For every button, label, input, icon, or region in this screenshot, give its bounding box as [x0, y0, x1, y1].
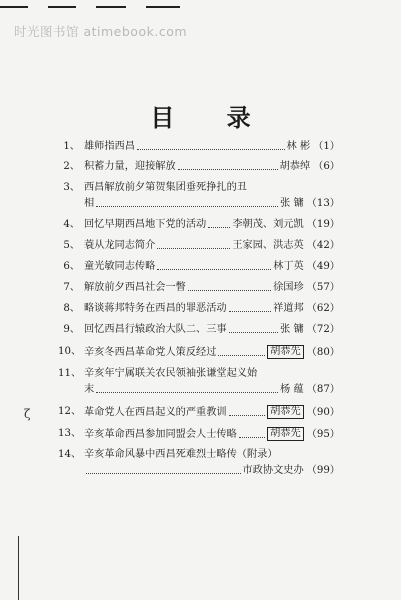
toc-entry-number: 6、: [63, 261, 80, 272]
toc-leader-dots: [96, 206, 278, 207]
toc-entry-page: （42）: [306, 240, 340, 251]
toc-entry-number: 3、: [63, 182, 80, 193]
toc-leader-dots: [157, 269, 271, 270]
toc-entry-number: 10、: [58, 346, 82, 357]
toc-leader-dots: [188, 290, 271, 291]
toc-entry-title: 解放前夕西昌社会一瞥: [84, 282, 186, 293]
toc-entry-page: （87）: [306, 384, 340, 395]
toc-leader-dots: [86, 473, 241, 474]
toc-entry-line: [84, 427, 340, 441]
top-rule-right: [146, 6, 180, 8]
toc-entry-number: 1、: [63, 141, 80, 152]
bottom-rule: [18, 536, 19, 600]
toc-leader-dots: [178, 169, 278, 170]
toc-entry-author: 张 镛: [280, 324, 304, 335]
toc-entry-title: 辛亥冬西昌革命党人策反经过: [84, 347, 217, 358]
toc-leader-dots: [137, 149, 285, 150]
toc-entry-line: [84, 367, 340, 380]
toc-entry-number: 12、: [58, 406, 82, 417]
toc-leader-dots: [239, 437, 265, 438]
toc-entry-author: 李朝茂、刘元凯: [232, 219, 304, 230]
toc-entry-author: 市政协文史办: [242, 465, 304, 476]
top-rule-mid: [48, 6, 76, 8]
toc-entry-author: 王家园、洪志英: [232, 240, 304, 251]
margin-mark: ζ: [24, 407, 31, 421]
toc-entry-line: [84, 181, 340, 194]
toc-entry-page: （99）: [306, 465, 340, 476]
toc-entry-page: （62）: [306, 303, 340, 314]
toc-entry-title: 西昌解放前夕第贺集团垂死挣扎的丑: [84, 182, 247, 193]
toc-entry-page: （1）: [313, 141, 340, 152]
toc-entry-line: [84, 345, 340, 359]
toc-leader-dots: [218, 355, 265, 356]
toc-entry-line: [84, 197, 340, 210]
toc-entry-number: 8、: [63, 303, 80, 314]
toc-entry-number: 9、: [63, 324, 80, 335]
toc-entry-line: [84, 302, 340, 315]
toc-entry-number: 5、: [63, 240, 80, 251]
toc-entry-title: 辛亥革命西昌参加同盟会人士传略: [84, 429, 237, 440]
toc-entry-title: 辛亥革命风暴中西昌死难烈士略传（附录）: [84, 449, 278, 460]
toc-entry-title: 雄师指西昌: [84, 141, 135, 152]
toc-entry-line: [84, 464, 340, 477]
toc-entry-line: [84, 260, 340, 273]
toc-entry-title: 略谈蒋邦特务在西昌的罪恶活动: [84, 303, 227, 314]
toc-entry-page: （13）: [306, 198, 340, 209]
toc-entry-number: 2、: [63, 161, 80, 172]
toc-leader-dots: [157, 248, 230, 249]
toc-entry-title: 积蓄力量，迎接解放: [84, 161, 176, 172]
toc-entry-author: 杨 蕴: [280, 384, 304, 395]
toc-entry-title: 末: [84, 384, 95, 395]
toc-entry-author: 徐国珍: [273, 282, 304, 293]
toc-entry-line: [84, 140, 340, 153]
toc-entry-title: 相: [84, 198, 95, 209]
toc-entry-page: （19）: [306, 219, 340, 230]
toc-entry-author: 胡恭先: [267, 427, 304, 441]
toc-entry-line: [84, 218, 340, 231]
toc-entry-line: [84, 383, 340, 396]
toc-entry-line: [84, 281, 340, 294]
top-rule-left: [0, 6, 28, 8]
toc-entry-title: 辛亥年宁属联关农民领袖张谦堂起义始: [84, 368, 258, 379]
toc-entry-author: 胡恭绰: [279, 161, 311, 172]
toc-entry-title: 回忆西昌行辕政治大队二、三事: [84, 324, 227, 335]
toc-leader-dots: [208, 227, 230, 228]
toc-entry-page: （90）: [306, 407, 340, 418]
toc-entry-page: （49）: [306, 261, 340, 272]
toc-entry-number: 11、: [58, 368, 82, 379]
toc-entry-page: （95）: [306, 429, 340, 440]
toc-entry-title: 蓑从龙同志简介: [84, 240, 156, 251]
toc-entry-title: 革命党人在西昌起义的严重教训: [84, 407, 227, 418]
toc-entry-line: [84, 239, 340, 252]
toc-leader-dots: [229, 311, 271, 312]
toc-entry-page: （6）: [313, 161, 340, 172]
toc-entry-title: 回忆早期西昌地下党的活动: [84, 219, 207, 230]
toc-leader-dots: [229, 415, 265, 416]
toc-entry-page: （72）: [306, 324, 340, 335]
toc-entry-author: 林 彬: [286, 141, 311, 152]
page-title: 目 录: [150, 104, 273, 132]
toc-entry-number: 14、: [58, 449, 82, 460]
toc-entry-author: 祥道邦: [273, 303, 304, 314]
toc-entry-page: （80）: [306, 347, 340, 358]
toc-entry-line: [84, 448, 340, 461]
toc-entry-number: 4、: [63, 219, 80, 230]
toc-entry-line: [84, 160, 340, 173]
toc-entry-line: [84, 405, 340, 419]
toc-entry-title: 童光敏同志传略: [84, 261, 156, 272]
top-rule-mid2: [96, 6, 126, 8]
toc-entry-number: 7、: [63, 282, 80, 293]
toc-entry-author: 胡恭先: [267, 345, 304, 359]
toc-entry-author: 胡恭先: [267, 405, 304, 419]
toc-entry-number: 13、: [58, 428, 82, 439]
toc-entry-page: （57）: [306, 282, 340, 293]
watermark: 时光图书馆 atimebook.com: [14, 24, 188, 39]
toc-leader-dots: [229, 332, 278, 333]
toc-entry-author: 张 镛: [280, 198, 304, 209]
toc-leader-dots: [96, 392, 278, 393]
toc-entry-author: 林丁英: [273, 261, 304, 272]
toc-entry-line: [84, 323, 340, 336]
